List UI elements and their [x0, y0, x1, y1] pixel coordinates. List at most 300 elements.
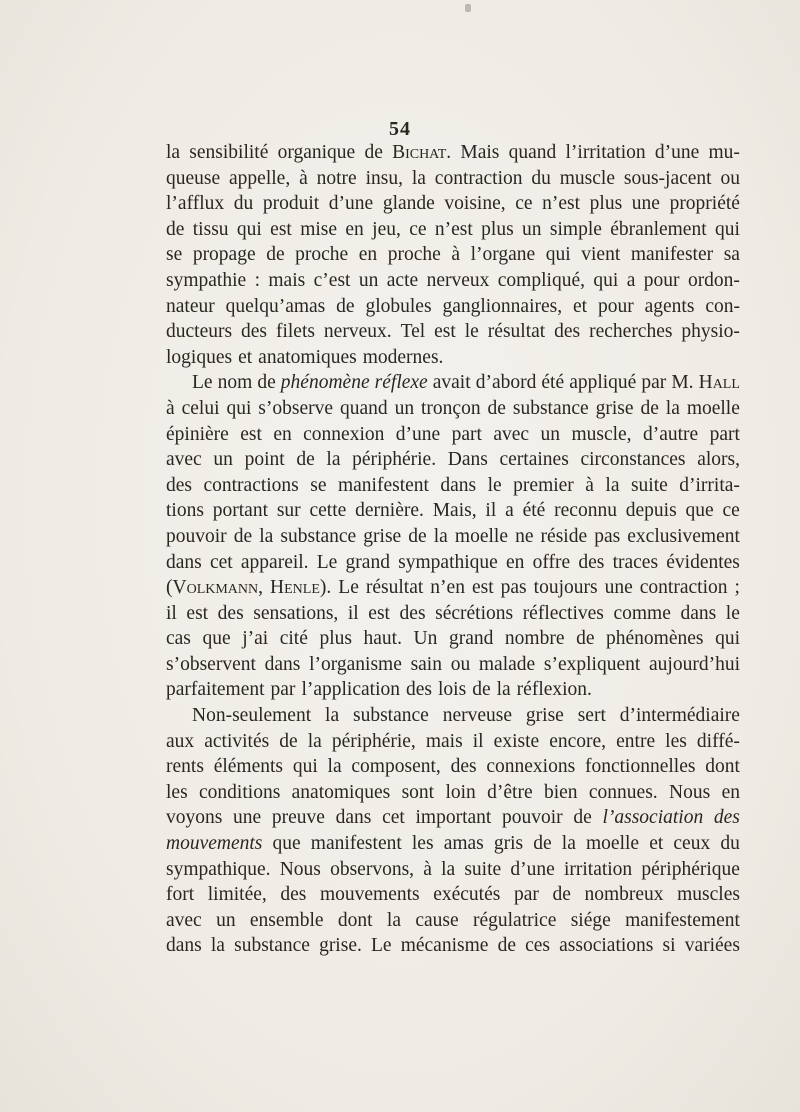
word	[392, 140, 451, 166]
word	[273, 422, 291, 448]
word-part: qui	[292, 756, 318, 778]
word	[522, 217, 542, 243]
word-part: qui	[226, 397, 252, 419]
word-part: n’en	[430, 577, 465, 599]
word	[280, 524, 356, 550]
word-part: sert	[577, 705, 606, 727]
word	[494, 729, 539, 755]
word	[671, 370, 693, 396]
word	[501, 575, 527, 601]
word-part: l’application	[301, 679, 400, 701]
word	[383, 191, 435, 217]
text-line	[166, 447, 740, 473]
text-line	[166, 857, 740, 883]
word	[598, 294, 634, 320]
word-part: grand	[345, 551, 390, 573]
word	[686, 498, 714, 524]
word-part: anatomiques	[291, 781, 391, 803]
word	[715, 626, 740, 652]
word	[585, 473, 594, 499]
word	[430, 575, 465, 601]
word	[541, 370, 564, 396]
word-part: sympathique	[398, 551, 498, 573]
word-part: organique	[277, 142, 356, 163]
word	[594, 524, 620, 550]
word	[382, 805, 405, 831]
word-part: est	[471, 577, 494, 599]
word-part: pour	[597, 295, 634, 317]
word	[166, 294, 215, 320]
word-part: :	[254, 269, 260, 291]
word	[554, 319, 580, 345]
word	[560, 166, 615, 192]
word-part: d’une	[395, 423, 441, 445]
word-part: l’organisme	[309, 653, 402, 675]
word-part: nombre	[504, 628, 565, 650]
word-part: qui	[545, 244, 571, 266]
word	[415, 805, 491, 831]
word	[277, 498, 301, 524]
text-line	[166, 575, 740, 601]
word	[710, 422, 740, 448]
word	[234, 524, 252, 550]
word	[541, 422, 561, 448]
word-part: loin	[445, 781, 476, 803]
word	[606, 626, 703, 652]
word-part: ducteurs	[166, 321, 233, 343]
word	[526, 703, 564, 729]
word	[166, 677, 265, 703]
text-line	[166, 319, 740, 345]
word	[433, 370, 471, 396]
word	[627, 268, 636, 294]
word-part: Nous	[279, 858, 321, 880]
word-part: substance	[234, 935, 310, 957]
word-part: la	[605, 474, 620, 496]
word	[241, 550, 309, 576]
word-part: d’intermédiaire	[619, 705, 740, 727]
word-part: M.	[671, 372, 694, 394]
word	[525, 933, 550, 959]
word-part: pas	[500, 577, 527, 599]
word	[238, 345, 252, 371]
word-part: important	[415, 807, 492, 829]
word-part: moelle	[454, 525, 508, 547]
word	[679, 473, 740, 499]
word	[506, 550, 524, 576]
word-part: ce	[722, 500, 740, 522]
word	[472, 677, 490, 703]
text-line	[166, 626, 740, 652]
word	[640, 575, 728, 601]
word-part: un	[522, 218, 542, 240]
word-part: reconnu	[554, 500, 617, 522]
word-part: comme	[613, 602, 671, 624]
word-part: mais	[425, 730, 463, 752]
word-part: a	[626, 269, 636, 291]
word	[352, 447, 436, 473]
word	[166, 729, 194, 755]
word	[166, 857, 271, 883]
word	[542, 191, 580, 217]
word	[666, 550, 740, 576]
word	[193, 217, 229, 243]
word-part: dans	[680, 602, 717, 624]
word-part: d’une	[510, 858, 555, 880]
text-line	[166, 652, 740, 678]
word	[363, 345, 444, 371]
word	[408, 524, 426, 550]
word-part: à	[585, 474, 594, 496]
word-part: périphérique	[641, 858, 740, 880]
word-part: substance	[280, 525, 357, 547]
word	[311, 831, 402, 857]
word	[464, 857, 501, 883]
word-part: un	[213, 449, 233, 471]
word-part: de	[336, 295, 355, 317]
word-part: cet	[382, 807, 405, 829]
word-part: activités	[204, 730, 270, 752]
word-part: d’irrita-	[679, 474, 740, 496]
word	[401, 933, 489, 959]
word-part: queuse	[166, 167, 221, 189]
word	[375, 370, 428, 396]
word-part: grise.	[319, 935, 362, 957]
word-part: preuve	[271, 807, 325, 829]
word	[415, 908, 458, 934]
word-part: (	[166, 577, 173, 599]
word-part: sympathie	[166, 269, 247, 291]
word	[273, 831, 301, 857]
word	[340, 396, 388, 422]
text-line	[166, 524, 740, 550]
word	[166, 780, 188, 806]
word-part: grise	[363, 525, 402, 547]
word	[663, 933, 676, 959]
word	[523, 601, 604, 627]
word	[359, 268, 379, 294]
word	[724, 242, 740, 268]
word-part: pouvoir	[166, 525, 227, 547]
word-part: ne	[515, 525, 534, 547]
word-part: Nous	[669, 781, 711, 803]
text-line	[166, 882, 740, 908]
word-part: vient	[581, 244, 621, 266]
word-part: est	[186, 602, 209, 624]
word	[409, 217, 426, 243]
word-part: d’être	[487, 781, 533, 803]
word-part: éléments	[213, 756, 284, 778]
word-part: substance	[353, 705, 429, 727]
word-part: ce	[409, 218, 427, 240]
word	[266, 242, 284, 268]
word-part: exclusivement	[627, 525, 740, 547]
word-part: connues.	[588, 781, 658, 803]
word-part: des	[241, 321, 268, 343]
word	[192, 703, 311, 729]
word	[576, 626, 594, 652]
word-part: voyons	[166, 807, 223, 829]
word	[213, 498, 268, 524]
word-part: entre	[616, 730, 656, 752]
word	[265, 652, 301, 678]
word	[631, 473, 668, 499]
word	[166, 319, 232, 345]
word-part: un	[540, 423, 561, 445]
word	[596, 396, 634, 422]
word	[505, 626, 565, 652]
word-part: Tel	[400, 321, 426, 343]
word	[472, 575, 494, 601]
word-part: mais	[268, 269, 306, 291]
word-part: une	[233, 807, 262, 829]
word-part: la	[411, 167, 426, 189]
word-part: dans	[335, 807, 372, 829]
word	[368, 601, 390, 627]
word	[202, 626, 230, 652]
word	[263, 191, 319, 217]
ink-speck	[465, 4, 471, 12]
word	[166, 140, 180, 166]
word	[166, 805, 222, 831]
word-part: ceux	[673, 833, 711, 855]
word-part: des	[166, 474, 192, 496]
word	[655, 140, 699, 166]
text-line	[166, 601, 740, 627]
text-line	[166, 498, 740, 524]
word-part: moelle	[686, 397, 740, 419]
word-part: du	[720, 833, 740, 855]
word	[166, 166, 220, 192]
word-part: substance	[512, 397, 589, 419]
word	[708, 140, 739, 166]
word-part: dans	[166, 935, 202, 957]
word	[166, 575, 263, 601]
word	[310, 498, 347, 524]
word	[554, 498, 617, 524]
word-part: il	[347, 602, 359, 624]
word	[351, 754, 440, 780]
word-part: les	[665, 730, 687, 752]
word	[186, 601, 208, 627]
word-part: appareil.	[240, 551, 309, 573]
word	[641, 370, 666, 396]
word-part: alors,	[697, 449, 740, 471]
word	[166, 217, 184, 243]
word	[234, 933, 310, 959]
word-part: manifestement	[625, 909, 740, 931]
word-part: l’irritation	[565, 142, 646, 163]
word-part: se	[310, 474, 327, 496]
word-part: manifestent	[310, 833, 402, 855]
word	[300, 217, 337, 243]
word-part: s’expliquent	[543, 653, 641, 675]
word	[317, 550, 338, 576]
word	[720, 166, 740, 192]
word	[434, 319, 456, 345]
word-part: quelqu’amas	[225, 295, 326, 317]
word	[488, 473, 502, 499]
word-part: le	[725, 602, 740, 624]
word-part: qui	[715, 628, 740, 650]
word-part: physio-	[681, 321, 740, 343]
word-part: filets	[275, 321, 315, 343]
word	[319, 933, 362, 959]
word	[510, 857, 554, 883]
word-part: mécanisme	[400, 935, 489, 957]
word	[166, 345, 232, 371]
word-part: grise	[595, 397, 634, 419]
word	[498, 933, 516, 959]
proper-name: Volkmann	[172, 577, 259, 599]
word	[735, 575, 740, 601]
word-part: variées	[684, 935, 740, 957]
word-part: et	[238, 346, 253, 368]
word	[166, 754, 204, 780]
word	[213, 447, 233, 473]
word	[412, 166, 426, 192]
word	[435, 166, 523, 192]
word-part: ou	[720, 167, 740, 189]
word	[326, 447, 340, 473]
word	[451, 754, 477, 780]
word	[423, 857, 432, 883]
word-part: de	[166, 218, 185, 240]
word-part: con-	[705, 295, 740, 317]
word-part: plus	[319, 628, 352, 650]
word	[395, 396, 415, 422]
word	[325, 703, 339, 729]
word	[505, 498, 514, 524]
word	[338, 575, 359, 601]
word-part: avec	[493, 423, 530, 445]
word-part: nerveux	[426, 269, 490, 291]
word	[533, 831, 551, 857]
word-part: l’organe	[470, 244, 536, 266]
word-part: ou	[450, 653, 471, 675]
word	[299, 166, 308, 192]
word	[699, 370, 740, 396]
word-part: .	[446, 142, 452, 163]
word-part: amas	[443, 833, 484, 855]
word-part: si	[662, 935, 676, 957]
word	[723, 498, 740, 524]
word-part: de	[296, 449, 315, 471]
word-part: réflexion.	[516, 679, 592, 701]
text-line	[166, 933, 740, 959]
word	[705, 754, 740, 780]
word	[550, 217, 602, 243]
word	[166, 191, 224, 217]
word-part: Le	[370, 935, 392, 957]
word-part: la	[441, 858, 456, 880]
word-part: des	[217, 602, 244, 624]
word	[514, 882, 539, 908]
word	[204, 729, 269, 755]
word-part: et	[649, 833, 664, 855]
word-part: certaines	[499, 449, 569, 471]
word-part: le	[464, 321, 479, 343]
word	[229, 166, 290, 192]
word-part: une	[631, 193, 660, 215]
word	[293, 754, 318, 780]
word-part: ensemble	[249, 909, 324, 931]
word	[549, 729, 606, 755]
word-part: est	[434, 321, 456, 343]
word-part: de	[279, 730, 298, 752]
word-part: cause	[415, 909, 459, 931]
word	[237, 217, 262, 243]
word	[433, 498, 477, 524]
word-part: en	[506, 551, 525, 573]
word-part: de	[233, 525, 253, 547]
word-part: acte	[386, 269, 419, 291]
word	[613, 550, 658, 576]
word	[241, 319, 267, 345]
word-part: dans	[264, 653, 301, 675]
word-part: simple	[549, 218, 602, 240]
word	[182, 396, 220, 422]
word-part: il	[485, 500, 497, 522]
word-part: contraction	[639, 577, 728, 599]
word	[441, 857, 455, 883]
word-part: que	[272, 833, 301, 855]
word	[578, 703, 606, 729]
word	[465, 319, 479, 345]
word	[534, 575, 598, 601]
word-part: Le	[316, 551, 338, 573]
word	[387, 268, 418, 294]
word	[366, 166, 403, 192]
body-text	[166, 140, 740, 959]
text-line	[166, 422, 740, 448]
word	[590, 191, 623, 217]
word-part: en	[721, 781, 740, 803]
word-part: de	[497, 935, 516, 957]
word	[593, 268, 618, 294]
word	[427, 268, 490, 294]
word	[435, 217, 473, 243]
word	[715, 217, 740, 243]
word	[625, 908, 740, 934]
word-part: avait	[432, 372, 471, 394]
word-part: de	[472, 679, 491, 701]
word-part: la	[259, 525, 274, 547]
text-line	[166, 703, 740, 729]
emphasis: mouvements	[166, 833, 263, 855]
word-part: par	[270, 679, 296, 701]
word	[166, 473, 192, 499]
word-part: par	[641, 372, 667, 394]
word-part: ,	[258, 577, 264, 599]
emphasis: réflexe	[374, 372, 428, 394]
word-part: moelle	[586, 833, 640, 855]
word-part: et	[573, 295, 588, 317]
word-part: manifestent	[337, 474, 429, 496]
word	[234, 191, 254, 217]
word	[240, 422, 262, 448]
word-part: sa	[723, 244, 740, 266]
word	[314, 268, 351, 294]
text-line	[166, 370, 740, 396]
word-part: cette	[309, 500, 347, 522]
word	[348, 601, 359, 627]
word-part: résultat	[487, 321, 546, 343]
word	[460, 140, 499, 166]
word-part: est	[240, 423, 262, 445]
word	[513, 473, 574, 499]
word	[166, 933, 202, 959]
